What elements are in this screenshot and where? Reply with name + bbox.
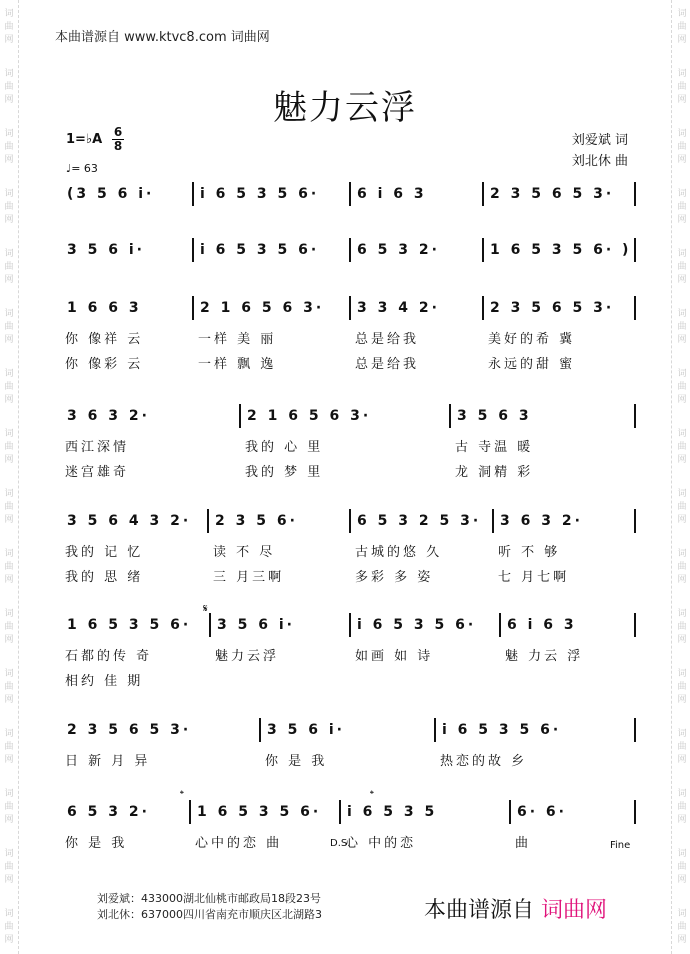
watermark-text: 词曲网 [677, 849, 687, 885]
watermark-text: 词曲网 [677, 489, 687, 525]
composer-address: 刘北休：637000四川省南充市顺庆区北湖路3 [97, 908, 322, 921]
left-watermark-strip [0, 0, 19, 954]
lyric-verse-1: 心 中的恋 [345, 836, 417, 851]
measure-notes: 6 5 3 2· [357, 242, 440, 258]
barline [259, 718, 261, 742]
lyric-verse-1: 曲 [515, 836, 532, 851]
barline [449, 404, 451, 428]
lyric-verse-2: 我的 思 绪 [65, 570, 144, 585]
barline [349, 613, 351, 637]
measure-notes: 6 5 3 2 5 3· [357, 513, 482, 529]
lyric-verse-2: 三 月三啊 [213, 570, 285, 585]
measure-notes: 3 5 6 i· [67, 242, 145, 258]
watermark-text: 词曲网 [4, 669, 14, 705]
watermark-text: 词曲网 [677, 369, 687, 405]
barline [482, 182, 484, 206]
lyric-verse-1: 你 像祥 云 [65, 332, 144, 347]
barline [434, 718, 436, 742]
fine-marking: Fine [610, 840, 631, 851]
watermark-text: 词曲网 [4, 129, 14, 165]
measure-notes: 6 5 3 2· [67, 804, 150, 820]
measure-notes: 3 5 6 3 [457, 408, 532, 424]
barline [349, 296, 351, 320]
barline [189, 800, 191, 824]
barline [209, 613, 211, 637]
ds-marking: D.S. [330, 838, 351, 849]
watermark-text: 词曲网 [677, 729, 687, 765]
measure-notes: i 6 5 3 5 6· [442, 722, 562, 738]
barline [634, 613, 636, 637]
lyric-verse-1: 一样 美 丽 [198, 332, 277, 347]
measure-notes: 2 3 5 6 5 3· [490, 186, 615, 202]
barline [634, 296, 636, 320]
watermark-text: 词曲网 [4, 789, 14, 825]
measure-notes: 6· 6· [517, 804, 567, 820]
tempo-marking: ♩= 63 [66, 162, 98, 175]
watermark-text: 词曲网 [4, 549, 14, 585]
lyric-verse-2: 我的 梦 里 [245, 465, 324, 480]
lyric-verse-2: 永远的甜 蜜 [488, 357, 576, 372]
barline [499, 613, 501, 637]
measure-notes: 2 3 5 6· [215, 513, 298, 529]
watermark-text: 词曲网 [4, 369, 14, 405]
barline [192, 296, 194, 320]
composer-credit: 刘北休 曲 [571, 154, 628, 169]
measure-notes: i 6 5 3 5 6· [200, 186, 320, 202]
lyric-verse-1: 石都的传 奇 [65, 649, 153, 664]
barline [482, 238, 484, 262]
lyric-verse-1: 西江深情 [65, 440, 130, 455]
lyric-verse-2: 相约 佳 期 [65, 674, 144, 689]
watermark-text: 词曲网 [677, 669, 687, 705]
barline [634, 509, 636, 533]
watermark-text: 词曲网 [4, 69, 14, 105]
watermark-text: 词曲网 [4, 729, 14, 765]
barline [192, 238, 194, 262]
watermark-text: 词曲网 [677, 429, 687, 465]
brand-prefix: 本曲谱源自 [424, 898, 535, 923]
watermark-text: 词曲网 [677, 69, 687, 105]
lyric-verse-2: 七 月七啊 [498, 570, 570, 585]
lyric-verse-1: 美好的希 冀 [488, 332, 576, 347]
barline [349, 182, 351, 206]
song-title: 魅力云浮 [273, 88, 417, 128]
watermark-text: 词曲网 [677, 549, 687, 585]
barline [239, 404, 241, 428]
watermark-text: 词曲网 [4, 309, 14, 345]
measure-notes: i 6 5 3 5 6· [200, 242, 320, 258]
time-numerator: 6 [113, 125, 123, 139]
lyric-verse-1: 总是给我 [355, 332, 420, 347]
brand-name: 词曲网 [541, 898, 608, 923]
watermark-text: 词曲网 [4, 909, 14, 945]
measure-notes: 1 6 5 3 5 6· ) [490, 242, 632, 258]
watermark-text: 词曲网 [4, 9, 14, 45]
coda-sign-2: 𝄌 [370, 788, 374, 801]
barline [339, 800, 341, 824]
lyric-verse-1: 我的 心 里 [245, 440, 324, 455]
right-watermark-strip [671, 0, 690, 954]
lyric-verse-2: 总是给我 [355, 357, 420, 372]
watermark-text: 词曲网 [4, 249, 14, 285]
measure-notes: 3 5 6 i· [217, 617, 295, 633]
lyricist-credit: 刘爱斌 词 [571, 133, 628, 148]
lyric-verse-1: 古 寺温 暖 [455, 440, 534, 455]
lyric-verse-2: 你 像彩 云 [65, 357, 144, 372]
watermark-text: 词曲网 [677, 129, 687, 165]
key-signature: 1=♭A [66, 132, 103, 147]
measure-notes: 1 6 6 3 [67, 300, 142, 316]
lyric-verse-2: 龙 洞精 彩 [455, 465, 534, 480]
barline [192, 182, 194, 206]
barline [492, 509, 494, 533]
measure-notes: 3 5 6 i· [267, 722, 345, 738]
lyric-verse-1: 热恋的故 乡 [440, 754, 528, 769]
lyric-verse-1: 你 是 我 [65, 836, 128, 851]
measure-notes: 2 3 5 6 5 3· [67, 722, 192, 738]
barline [634, 800, 636, 824]
barline [482, 296, 484, 320]
measure-notes: 6 i 6 3 [507, 617, 577, 633]
barline [349, 238, 351, 262]
time-signature [112, 126, 124, 153]
watermark-text: 词曲网 [677, 249, 687, 285]
watermark-text: 词曲网 [4, 609, 14, 645]
source-header: 本曲谱源自 www.ktvc8.com 词曲网 [55, 30, 270, 45]
time-denominator: 8 [113, 139, 123, 153]
lyric-verse-1: 魅力云浮 [215, 649, 280, 664]
lyricist-address: 刘爱斌：433000湖北仙桃市邮政局18段23号 [97, 892, 321, 905]
lyric-verse-1: 如画 如 诗 [355, 649, 434, 664]
watermark-text: 词曲网 [677, 789, 687, 825]
watermark-text: 词曲网 [677, 909, 687, 945]
watermark-text: 词曲网 [677, 189, 687, 225]
barline [349, 509, 351, 533]
barline [207, 509, 209, 533]
barline [634, 182, 636, 206]
barline [634, 718, 636, 742]
barline [509, 800, 511, 824]
watermark-text: 词曲网 [4, 189, 14, 225]
lyric-verse-1: 心中的恋 曲 [195, 836, 283, 851]
measure-notes: 1 6 5 3 5 6· [67, 617, 192, 633]
measure-notes: 3 3 4 2· [357, 300, 440, 316]
watermark-text: 词曲网 [677, 309, 687, 345]
measure-notes: 2 1 6 5 6 3· [200, 300, 325, 316]
measure-notes: 3 6 3 2· [67, 408, 150, 424]
lyric-verse-1: 古城的悠 久 [355, 545, 443, 560]
measure-notes: 2 1 6 5 6 3· [247, 408, 372, 424]
barline [634, 238, 636, 262]
footer-brand [424, 893, 607, 924]
measure-notes: i 6 5 3 5 [347, 804, 438, 820]
lyric-verse-2: 迷宫雄奇 [65, 465, 130, 480]
segno-sign: 𝄋 [203, 602, 208, 615]
measure-notes: 3 6 3 2· [500, 513, 583, 529]
watermark-text: 词曲网 [4, 489, 14, 525]
coda-sign-1: 𝄌 [180, 788, 184, 801]
watermark-text: 词曲网 [4, 429, 14, 465]
lyric-verse-1: 你 是 我 [265, 754, 328, 769]
measure-notes: i 6 5 3 5 6· [357, 617, 477, 633]
measure-notes: 1 6 5 3 5 6· [197, 804, 322, 820]
measure-notes: (3 5 6 i· [67, 186, 155, 202]
measure-notes: 2 3 5 6 5 3· [490, 300, 615, 316]
watermark-text: 词曲网 [4, 849, 14, 885]
lyric-verse-1: 我的 记 忆 [65, 545, 144, 560]
lyric-verse-2: 一样 飘 逸 [198, 357, 277, 372]
measure-notes: 3 5 6 4 3 2· [67, 513, 192, 529]
watermark-text: 词曲网 [677, 609, 687, 645]
lyric-verse-1: 读 不 尽 [213, 545, 276, 560]
lyric-verse-1: 日 新 月 异 [65, 754, 151, 769]
lyric-verse-1: 听 不 够 [498, 545, 561, 560]
lyric-verse-1: 魅 力云 浮 [505, 649, 584, 664]
watermark-text: 词曲网 [677, 9, 687, 45]
barline [634, 404, 636, 428]
measure-notes: 6 i 6 3 [357, 186, 427, 202]
lyric-verse-2: 多彩 多 姿 [355, 570, 434, 585]
